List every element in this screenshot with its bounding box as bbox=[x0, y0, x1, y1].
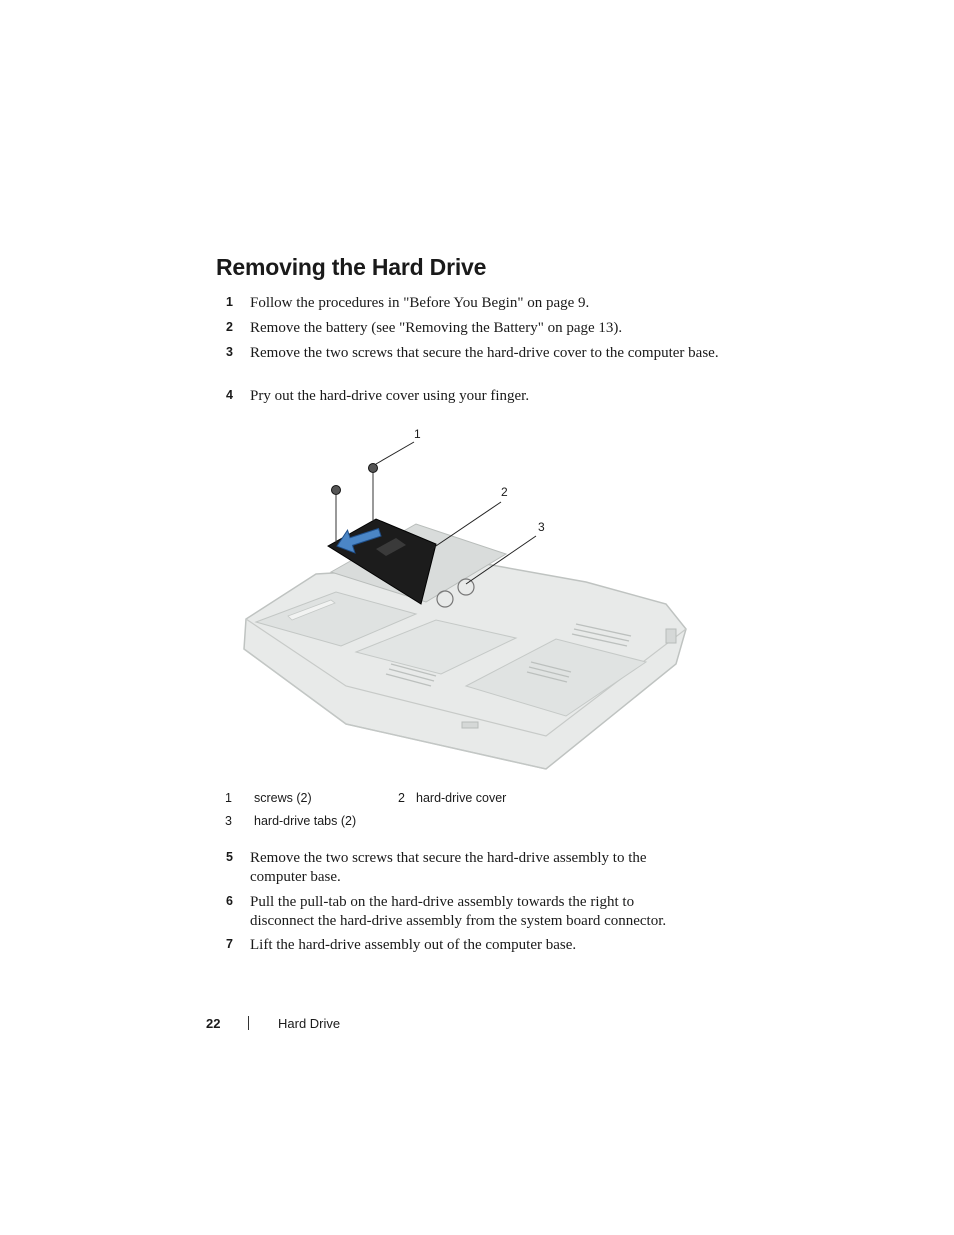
step-text: Pull the pull-tab on the hard-drive assembly towards the right to disconnect the hard-drive assembly from the system board connector. bbox=[250, 894, 667, 929]
step-number: 1 bbox=[226, 295, 233, 309]
step-text: Lift the hard-drive assembly out of the computer base. bbox=[250, 937, 577, 953]
callout-number: 1 bbox=[414, 427, 421, 441]
step-number: 2 bbox=[226, 320, 233, 334]
footer-section-title: Hard Drive bbox=[278, 1016, 341, 1031]
footer-divider bbox=[248, 1016, 249, 1030]
step-number: 5 bbox=[226, 850, 233, 864]
legend-number: 1 bbox=[225, 791, 232, 805]
step-number: 7 bbox=[226, 937, 233, 951]
legend-label: hard-drive cover bbox=[416, 791, 507, 805]
callout-number: 2 bbox=[501, 485, 508, 499]
page-title: Removing the Hard Drive bbox=[216, 254, 487, 280]
step-text: Remove the battery (see "Removing the Battery" on page 13). bbox=[250, 320, 623, 336]
laptop-base-drawing bbox=[236, 424, 696, 774]
callout-number: 3 bbox=[538, 520, 545, 534]
step-text: Remove the two screws that secure the hard-drive assembly to the computer base. bbox=[250, 850, 647, 885]
step-number: 3 bbox=[226, 345, 233, 359]
step-text: Follow the procedures in "Before You Begin" on page 9. bbox=[250, 295, 590, 311]
hard-drive-cover-illustration bbox=[236, 424, 696, 774]
step-text: Remove the two screws that secure the hard-drive cover to the computer base. bbox=[250, 345, 719, 361]
step-number: 4 bbox=[226, 388, 233, 402]
step-text: Pry out the hard-drive cover using your finger. bbox=[250, 388, 530, 404]
legend-number: 2 bbox=[398, 791, 405, 805]
page-number: 22 bbox=[206, 1016, 221, 1031]
legend-label: hard-drive tabs (2) bbox=[254, 814, 357, 828]
step-number: 6 bbox=[226, 894, 233, 908]
legend-label: screws (2) bbox=[254, 791, 312, 805]
legend-number: 3 bbox=[225, 814, 232, 828]
